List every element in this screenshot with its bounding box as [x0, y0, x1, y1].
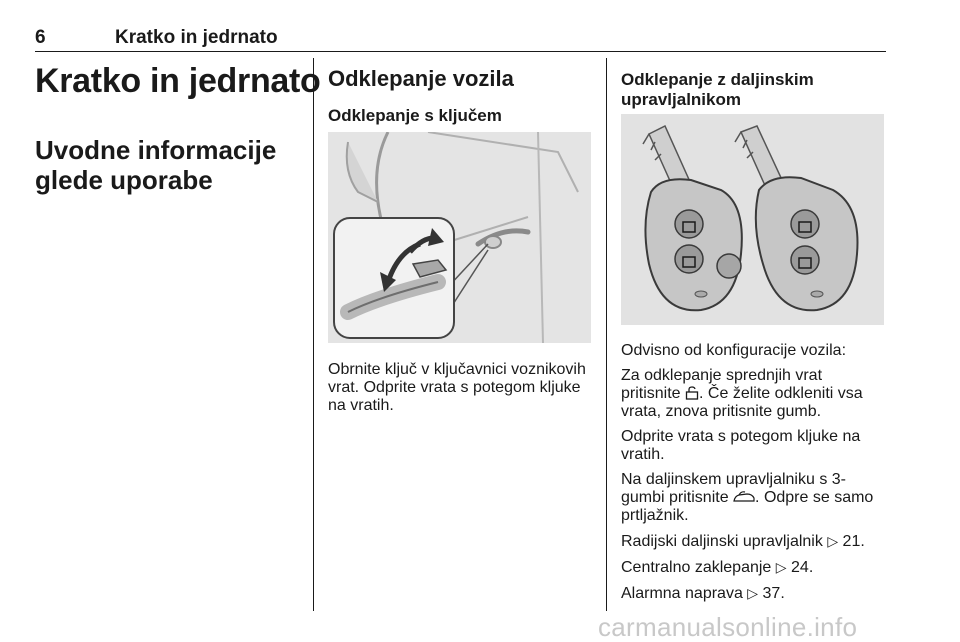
paragraph-trunk: Na daljinskem upravljalniku s 3-gumbi pritisnite . Odpre se samo prtljažnik. — [621, 471, 874, 524]
chapter-title: Kratko in jedrnato — [35, 62, 321, 100]
column-divider-left — [313, 58, 314, 611]
remote-keys-illustration — [621, 114, 884, 325]
column-divider-right — [606, 58, 607, 611]
reference-radio-remote: Radijski daljinski upravljalnik ▷ 21. — [621, 533, 865, 550]
paragraph-front-doors: Za odklepanje sprednjih vrat pritisnite . Če želite odkleniti vsa vrata, znova pritisnite gumb. — [621, 367, 863, 420]
subheading-remote-unlock: Odklepanje z daljinskim upravljalnikom — [621, 70, 814, 109]
triangle-reference-icon: ▷ — [775, 559, 787, 575]
subheading-key-unlock: Odklepanje s ključem — [328, 106, 502, 125]
unlock-icon — [685, 386, 699, 400]
triangle-reference-icon: ▷ — [827, 533, 839, 549]
page-number: 6 — [35, 27, 46, 48]
paragraph-open-doors: Odprite vrata s potegom kljuke na vratih. — [621, 428, 861, 463]
reference-alarm: Alarmna naprava ▷ 37. — [621, 585, 785, 602]
header-rule — [35, 51, 886, 52]
section-heading-unlocking: Odklepanje vozila — [328, 66, 514, 91]
paragraph-config: Odvisno od konfiguracije vozila: — [621, 342, 847, 359]
watermark: carmanualsonline.info — [598, 612, 858, 642]
door-key-illustration — [328, 132, 591, 343]
remote-unlock-text — [621, 342, 886, 610]
car-trunk-icon — [733, 490, 755, 504]
key-unlock-text: Obrnite ključ v ključavnici voznikovih vrat. Odprite vrata s potegom kljuke na vratih. — [328, 361, 586, 414]
section-title: Uvodne informacije glede uporabe — [35, 135, 277, 195]
reference-central-locking: Centralno zaklepanje ▷ 24. — [621, 559, 814, 576]
triangle-reference-icon: ▷ — [747, 585, 759, 601]
running-header-title: Kratko in jedrnato — [115, 27, 278, 48]
